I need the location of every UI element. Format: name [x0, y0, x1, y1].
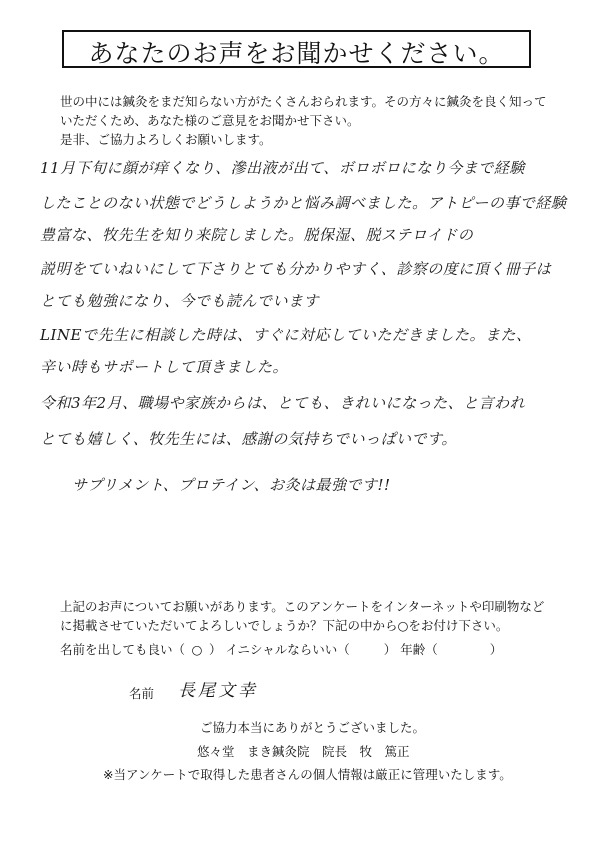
page-title: あなたのお声をお聞かせください。 [88, 39, 505, 68]
title-box [62, 30, 531, 68]
option-name-ok-mark[interactable]: ○ [191, 642, 203, 657]
option-name-ok-label: 名前を出しても良い（ [60, 642, 186, 657]
option-age-label: 年齢（ [400, 642, 438, 657]
notice-line: に掲載させていただいてよろしいでしょうか？下記の中から○をお付け下さい。 [60, 618, 509, 633]
handwritten-line: LINEで先生に相談した時は、すぐに対応していただきました。また、 [40, 326, 532, 344]
handwritten-line: 豊富な、牧先生を知り来院しました。脱保湿、脱ステロイドの [40, 226, 474, 244]
name-signature: 長尾文幸 [178, 681, 258, 701]
notice-line: 上記のお声についてお願いがあります。このアンケートをインターネットや印刷物など [60, 599, 545, 614]
footer-privacy: ※当アンケートで取得した患者さんの個人情報は厳正に管理いたします。 [103, 767, 512, 782]
option-age-close: ） [489, 642, 503, 657]
handwritten-line: 辛い時もサポートして頂きました。 [40, 358, 289, 376]
handwritten-line: 11月下旬に顔が痒くなり、滲出液が出て、ボロボロになり今まで経験 [40, 159, 525, 177]
option-name-ok-close: ） [209, 642, 222, 657]
option-initial-label: イニシャルならいい（ [225, 642, 350, 657]
handwritten-line: とても嬉しく、牧先生には、感謝の気持ちでいっぱいです。 [40, 430, 457, 448]
handwritten-line: とても勉強になり、今でも読んでいます [40, 292, 320, 310]
intro-line: いただくため、あなた様のご意見をお聞かせ下さい。 [60, 113, 360, 128]
handwritten-line: 令和3年2月、職場や家族からは、とても、きれいになった、と言われ [40, 394, 526, 412]
footer-clinic: 悠々堂 まき鍼灸院 院長 牧 篤正 [197, 744, 410, 759]
option-initial-close: ） [383, 642, 397, 657]
intro-line: 是非、ご協力よろしくお願いします。 [60, 132, 272, 147]
handwritten-line: サプリメント、プロテイン、お灸は最強です!! [72, 476, 391, 494]
intro-line: 世の中には鍼灸をまだ知らない方がたくさんおられます。その方々に鍼灸を良く知って [60, 94, 547, 109]
footer-thanks: ご協力本当にありがとうございました。 [200, 720, 426, 735]
handwritten-line: 説明をていねいにして下さりとても分かりやすく、診察の度に頂く冊子は [40, 260, 552, 278]
notice-text [60, 597, 590, 635]
name-label: 名前 [129, 686, 155, 701]
handwritten-line: したことのない状態でどうしようかと悩み調べました。アトピーの事で経験 [40, 194, 567, 212]
permission-options [60, 640, 502, 658]
intro-text [60, 92, 580, 149]
